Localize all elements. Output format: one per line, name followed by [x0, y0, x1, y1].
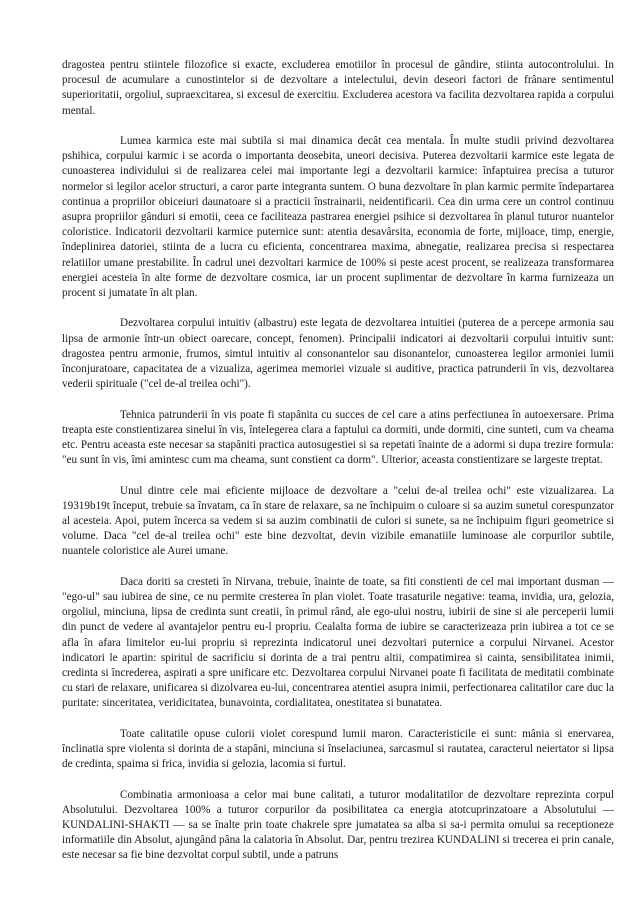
document-page [62, 58, 614, 898]
paragraph-4: Tehnica patrunderii în vis poate fi stapânita cu succes de cel care a atins perfectiunea în autoexersare. Prima treapta este constientizarea sinelui în vis, întelegerea clara a faptului ca dormiti, unde dormiti, cine sunteti, cum va cheama etc. Pentru aceasta este necesar sa stapâniti practica autosugestiei si sa repetati înainte de a adormi si dupa trezire formula: "eu sunt în vis, îmi amintesc cum ma cheama, sunt constient ca dorm". Ulterior, aceasta constientizare se largeste treptat. [62, 408, 614, 467]
paragraph-8: Combinatia armonioasa a celor mai bune calitati, a tuturor modalitatilor de dezvoltare reprezinta corpul Absolutului. Dezvoltarea 100% a tuturor corpurilor da posibilitatea ca energia atotcuprinzatoare a Absolutului — KUNDALINI-SHAKTI — sa se înalte prin toate chakrele spre jumatatea sa alba si sa-i permita omului sa receptioneze informatiile din Absolut, ajungând pâna la calatoria în Absolut. Dar, pentru trezirea KUNDALINI si trecerea ei prin canale, este necesar sa fie bine dezvoltat corpul subtil, unde a patruns [62, 788, 614, 862]
paragraph-2: Lumea karmica este mai subtila si mai dinamica decât cea mentala. În multe studii privind dezvoltarea pshihica, corpului karmic i se acorda o importanta deosebita, uneori decisiva. Puterea dezvoltarii karmice este legata de cunoasterea individului si de realizarea celei mai importante legi a dezvoltarii karmice: înfaptuirea precisa a tuturor normelor si legilor acelor structuri, a caror parte integranta suntem. O buna dezvoltare în plan karmic permite îndepartarea continua a propriilor obiceiuri daunatoare si a practicii înstrainarii, neidentificarii. Cea din urma cere un control continuu asupra propriilor gânduri si emotii, ceea ce faciliteaza pastrarea energiei psihice si dezvoltarea în planul tuturor nuantelor coloristice. Indicatorii dezvoltarii karmice puternice sunt: atentia desavârsita, economia de forte, mijloace, timp, energie, îndeplinirea datoriei, stiinta de a lucra cu eficienta, concentrarea maxima, abnegatie, realizarea precisa si respectarea relatiilor umane prestabilite. În cadrul unei dezvoltari karmice de 100% si peste acest procent, se realizeaza transformarea energiei acesteia în alte forme de dezvoltare cosmica, iar un procent suplimentar de dezvoltare în karma furnizeaza un procent si jumatate în alt plan. [62, 135, 614, 300]
paragraph-7: Toate calitatile opuse culorii violet corespund lumii maron. Caracteristicile ei sunt: mânia si enervarea, înclinatia spre violenta si dorinta de a stapâni, minciuna si înselaciunea, sarcasmul si rautatea, caracterul neiertator si lipsa de credinta, spaima si frica, invidia si gelozia, lacomia si furtul. [62, 727, 614, 771]
paragraph-1: dragostea pentru stiintele filozofice si exacte, excluderea emotiilor în procesul de gândire, stiinta autocontrolului. In procesul de acumulare a cunostintelor si de dezvoltare a intelectului, devin deseori factori de frânare sentimentul superioritatii, orgoliul, supraexcitarea, si excesul de exercitiu. Excluderea acestora va facilita dezvoltarea rapida a corpului mental. [62, 59, 614, 117]
paragraph-3: Dezvoltarea corpului intuitiv (albastru) este legata de dezvoltarea intuitiei (puterea de a percepe armonia sau lipsa de armonie într-un obiect oarecare, concept, fenomen). Principalii indicatori ai dezvoltarii corpului intuitiv sunt: dragostea pentru armonie, frumos, simtul intuitiv al consonantelor sau disonantelor, cunoasterea legilor armoniei lumii înconjuratoare, capacitatea de a vizualiza, agerimea memoriei vizuale si auditive, practica patrunderii în vis, dezvoltarea vederii spirituale ("cel de-al treilea ochi"). [62, 317, 614, 391]
paragraph-6: Daca doriti sa cresteti în Nirvana, trebuie, înainte de toate, sa fiti constienti de cel mai important dusman — "ego-ul" sau iubirea de sine, ce nu permite cresterea în plan violet. Toate trasaturile negative: teama, invidia, ura, gelozia, orgoliul, minciuna, lipsa de credinta sunt creatii, în primul rând, ale ego-ului nostru, iubirii de sine si ale perceperii lumii din punct de vedere al avantajelor pentru eu-l propriu. Cealalta forma de iubire se caracterizeaza prin iubirea a tot ce se afla în afara limitelor eu-lui propriu si reprezinta indicatorul unei dezvoltari puternice a corpului Nirvanei. Acestor indicatori le apartin: spiritul de sacrificiu si dorinta de a trai pentru altii, compatimirea si cainta, sensibilitatea inimii, credinta si încrederea, aspirati a spre unificare etc. Dezvoltarea corpului Nirvanei poate fi facilitata de meditatii combinate cu stari de relaxare, unificarea si dizolvarea eu-lui, concentrarea atentiei asupra inimii, perfectionarea calitatilor care duc la puritate: sinceritatea, veridicitatea, bunavointa, cordialitatea, onestitatea si bunatatea. [62, 575, 614, 710]
paragraph-5: Unul dintre cele mai eficiente mijloace de dezvoltare a "celui de-al treilea ochi" este vizualizarea. La 19319b19t început, trebuie sa învatam, ca în stare de relaxare, sa ne închipuim o culoare si sa auzim sunetul corespunzator al acesteia. Apoi, putem încerca sa vedem si sa auzim combinatii de culori si sunete, sa ne închipuim figuri geometrice si volume. Daca "cel de-al treilea ochi" este bine dezvoltat, devin vizibile emanatiile luminoase ale corpurilor subtile, nuantele coloristice ale Aurei umane. [62, 484, 614, 558]
